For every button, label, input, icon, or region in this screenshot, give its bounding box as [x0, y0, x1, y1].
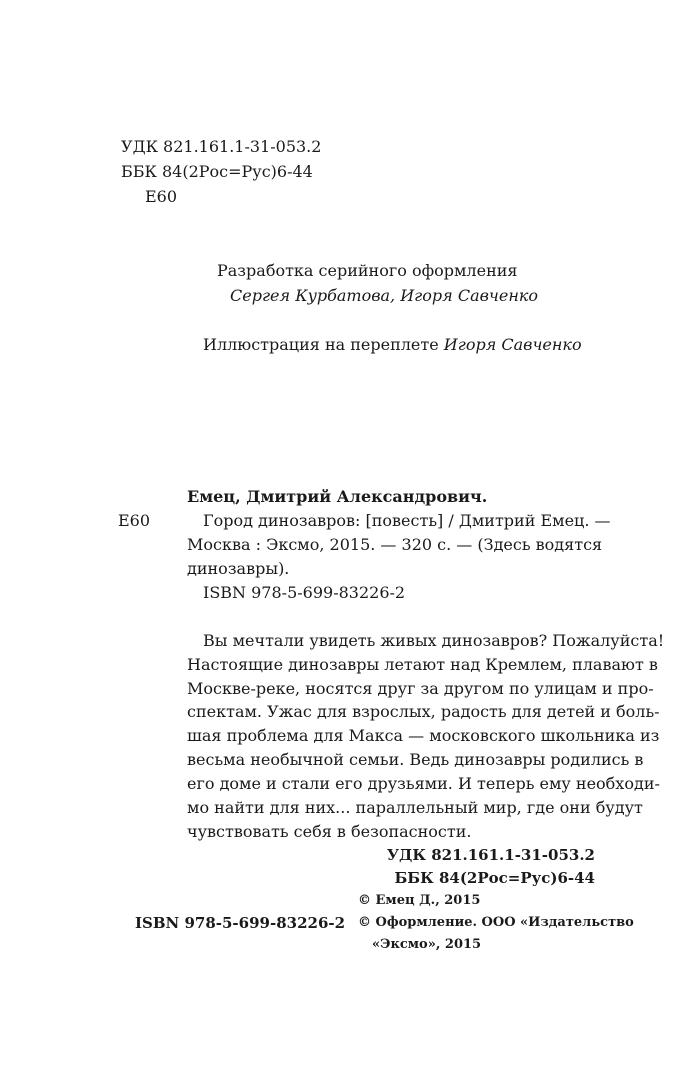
udk-code: УДК 821.161.1-31-053.2: [121, 137, 322, 156]
illustrator-name: Игоря Савченко: [443, 335, 582, 354]
annotation-line: шая проблема для Макса — московского школьника из: [187, 726, 660, 745]
record-isbn: ISBN 978-5-699-83226-2: [203, 583, 406, 602]
footer-isbn: ISBN 978-5-699-83226-2: [135, 914, 346, 932]
copyright-design: © Оформление. ООО «Издательство: [358, 915, 634, 930]
record-line: Москва : Эксмо, 2015. — 320 с. — (Здесь водятся: [187, 535, 603, 554]
copyright-author: © Емец Д., 2015: [358, 893, 481, 908]
annotation-line: чувствовать себя в безопасности.: [187, 822, 472, 841]
record-line: динозавры).: [187, 559, 290, 578]
annotation-line: весьма необычной семьи. Ведь динозавры родились в: [187, 750, 644, 769]
record-line: Город динозавров: [повесть] / Дмитрий Емец. —: [203, 511, 611, 530]
footer-bbk: ББК 84(2Рос=Рус)6-44: [394, 869, 595, 887]
record-mark: Е60: [118, 511, 151, 530]
annotation-line: Вы мечтали увидеть живых динозавров? Пожалуйста!: [203, 631, 665, 650]
annotation-line: спектам. Ужас для взрослых, радость для детей и боль-: [187, 702, 660, 721]
annotation-line: Москве-реке, носятся друг за другом по улицам и про-: [187, 679, 654, 698]
bbk-code: ББК 84(2Рос=Рус)6-44: [121, 162, 313, 181]
annotation-line: Настоящие динозавры летают над Кремлем, плавают в: [187, 655, 658, 674]
record-author: Емец, Дмитрий Александрович.: [187, 487, 488, 506]
illustration-label: Иллюстрация на переплете: [203, 335, 444, 354]
annotation-line: мо найти для них... параллельный мир, где они будут: [187, 798, 643, 817]
design-credit: Разработка серийного оформления: [217, 261, 518, 280]
author-mark: Е60: [145, 187, 178, 206]
design-credit-names: Сергея Курбатова, Игоря Савченко: [230, 286, 539, 305]
annotation-line: его доме и стали его друзьями. И теперь ему необходи-: [187, 774, 660, 793]
footer-udk: УДК 821.161.1-31-053.2: [386, 846, 595, 864]
copyright-design-cont: «Эксмо», 2015: [372, 937, 482, 952]
illustration-credit: [203, 335, 582, 355]
